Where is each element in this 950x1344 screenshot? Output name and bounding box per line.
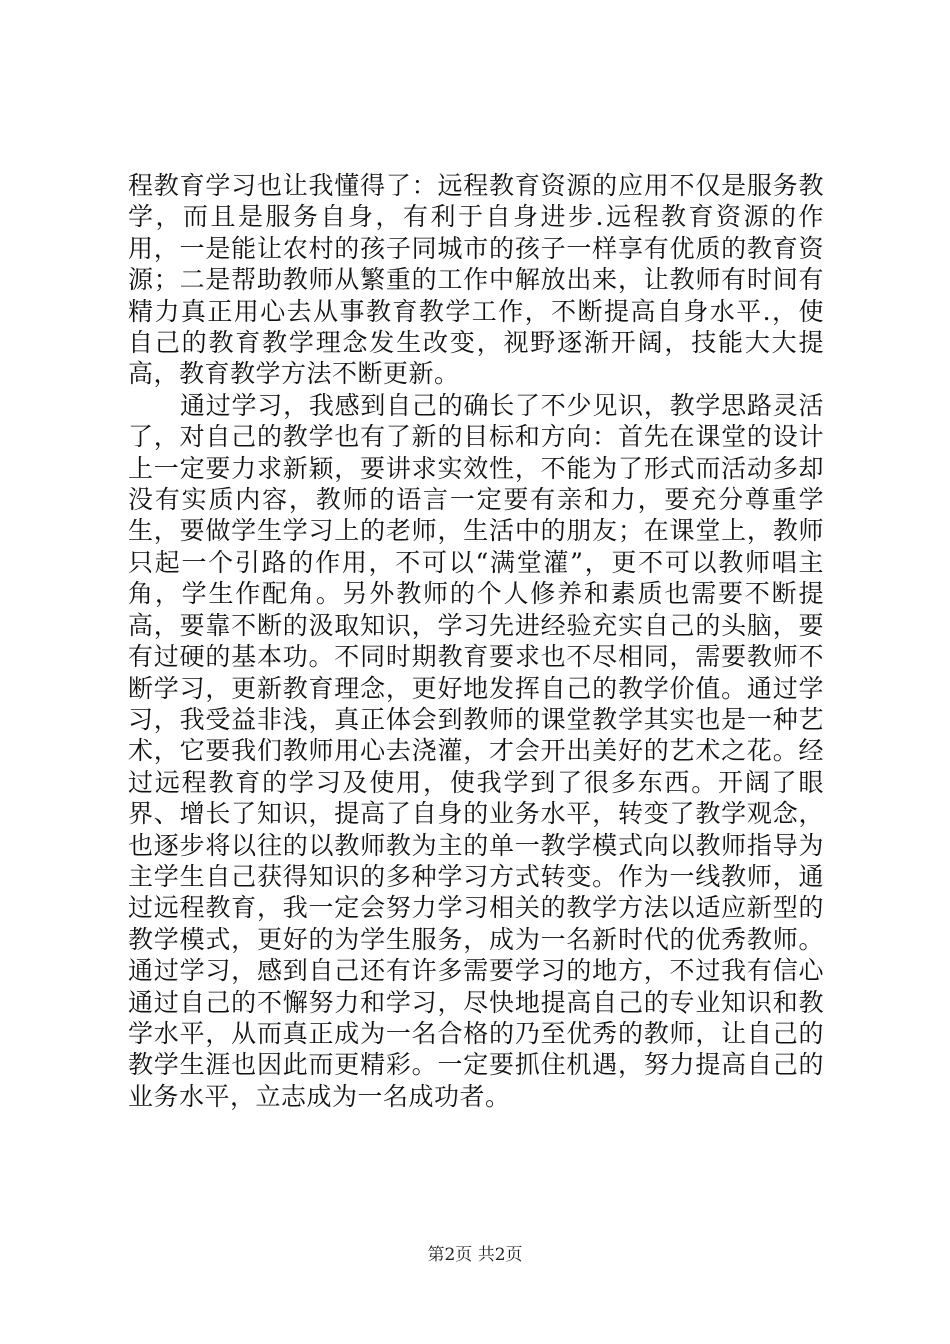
page-number-footer: 第2页 共2页 [427, 1245, 523, 1265]
document-body [128, 170, 824, 1112]
paragraph-1: 程教育学习也让我懂得了：远程教育资源的应用不仅是服务教学，而且是服务自身，有利于自身进步.远程教育资源的作用，一是能让农村的孩子同城市的孩子一样享有优质的教育资源；二是帮助教师从繁重的工作中解放出来，让教师有时间有精力真正用心去从事教育教学工作，不断提高自身水平.，使自己的教育教学理念发生改变，视野逐渐开阔，技能大大提高，教育教学方法不断更新。 [128, 171, 824, 389]
paragraph-2: 通过学习，我感到自己的确长了不少见识，教学思路灵活了，对自己的教学也有了新的目标和方向：首先在课堂的设计上一定要力求新颖，要讲求实效性，不能为了形式而活动多却没有实质内容，教师的语言一定要有亲和力，要充分尊重学生，要做学生学习上的老师，生活中的朋友；在课堂上，教师只起一个引路的作用，不可以“满堂灌”，更不可以教师唱主角，学生作配角。另外教师的个人修养和素质也需要不断提高，要靠不断的汲取知识，学习先进经验充实自己的头脑，要有过硬的基本功。不同时期教育要求也不尽相同，需要教师不断学习，更新教育理念，更好地发挥自己的教学价值。通过学习，我受益非浅，真正体会到教师的课堂教学其实也是一种艺术，它要我们教师用心去浇灌，才会开出美好的艺术之花。经过远程教育的学习及使用，使我学到了很多东西。开阔了眼界、增长了知识，提高了自身的业务水平，转变了教学观念，也逐步将以往的以教师教为主的单一教学模式向以教师指导为主学生自己获得知识的多种学习方式转变。作为一线教师，通过远程教育，我一定会努力学习相关的教学方法以适应新型的教学模式，更好的为学生服务，成为一名新时代的优秀教师。通过学习，感到自己还有许多需要学习的地方，不过我有信心通过自己的不懈努力和学习，尽快地提高自己的专业知识和教学水平，从而真正成为一名合格的乃至优秀的教师，让自己的教学生涯也因此而更精彩。一定要抓住机遇，努力提高自己的业务水平，立志成为一名成功者。 [128, 390, 824, 1111]
